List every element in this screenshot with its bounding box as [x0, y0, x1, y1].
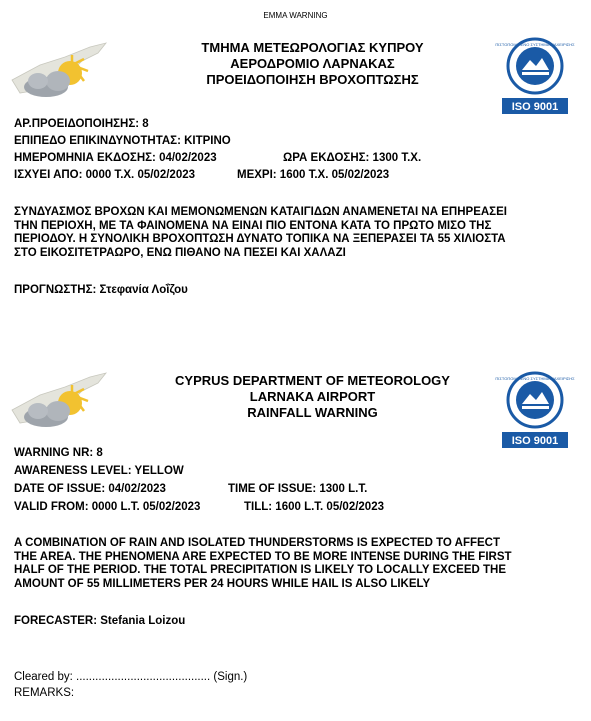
greek-message [14, 206, 584, 260]
greek-time-of-issue: ΩΡΑ ΕΚΔΟΣΗΣ: 1300 Τ.Χ. [283, 152, 422, 164]
greek-valid-till: ΜΕΧΡΙ: 1600 Τ.Χ. 05/02/2023 [237, 169, 390, 181]
iso-9001-badge-icon [495, 370, 575, 450]
english-forecaster [14, 615, 185, 627]
english-title-line-2: LARNAKA AIRPORT [249, 389, 376, 404]
greek-title-line-3: ΠΡΟΕΙΔΟΠΟΙΗΣΗ ΒΡΟΧΟΠΤΩΣΗΣ [206, 72, 419, 87]
english-message-line: AMOUNT OF 55 MILLIMETERS PER 24 HOURS WHILE HAIL IS ALSO LIKELY [14, 577, 431, 590]
english-time-of-issue: TIME OF ISSUE: 1300 L.T. [228, 483, 368, 495]
greek-message-line: ΣΥΝΔΥΑΣΜΟΣ ΒΡΟΧΩΝ ΚΑΙ ΜΕΜΟΝΩΜΕΝΩΝ ΚΑΤΑΙΓΙΔΩΝ ΑΝΑΜΕΝΕΤΑΙ ΝΑ ΕΠΗΡΕΑΣΕΙ [14, 206, 507, 218]
greek-forecaster [14, 284, 188, 296]
english-valid-till: TILL: 1600 L.T. 05/02/2023 [244, 501, 384, 513]
cleared-by-line: Cleared by: .......................................... (Sign.) [14, 671, 248, 683]
english-message-line: A COMBINATION OF RAIN AND ISOLATED THUNDERSTORMS IS EXPECTED TO AFFECT [14, 537, 500, 549]
weather-logo-icon [10, 35, 110, 110]
greek-valid-from: ΙΣΧΥΕΙ ΑΠΟ: 0000 Τ.Χ. 05/02/2023 [14, 169, 196, 181]
iso-seal-text: ΠΙΣΤΟΠΟΙΗΜΕΝΟ ΣΥΣΤΗΜΑ ΔΙΑΧΕΙΡΙΣΗΣ [495, 42, 575, 47]
greek-forecaster-label: ΠΡΟΓΝΩΣΤΗΣ: [14, 284, 97, 296]
iso-label: ISO 9001 [511, 435, 559, 447]
greek-message-line: ΣΤΟ ΕΙΚΟΣΙΤΕΤΡΑΩΡΟ, ΕΝΩ ΠΙΘΑΝΟ ΝΑ ΠΕΣΕΙ ΚΑΙ ΧΑΛΑΖΙ [14, 246, 346, 259]
greek-forecaster-name: Στεφανία Λοΐζου [99, 284, 188, 296]
english-title-line-1: CYPRUS DEPARTMENT OF METEOROLOGY [175, 373, 450, 388]
greek-message-line: ΤΗΝ ΠΕΡΙΟΧΗ, ΜΕ ΤΑ ΦΑΙΝΟΜΕΝΑ ΝΑ ΕΙΝΑΙ ΠΙΟ ΕΝΤΟΝΑ ΚΑΤΑ ΤΟ ΠΡΩΤΟ ΜΙΣΟ ΤΗΣ [14, 219, 492, 232]
english-header [140, 373, 485, 421]
iso-9001-badge-icon [495, 36, 575, 116]
english-message [14, 537, 584, 591]
english-awareness-level: AWARENESS LEVEL: YELLOW [14, 465, 184, 477]
english-warning-nr: WARNING NR: 8 [14, 447, 103, 459]
greek-title-line-2: ΑΕΡΟΔΡΟΜΙΟ ΛΑΡΝΑΚΑΣ [230, 56, 395, 71]
english-date-of-issue: DATE OF ISSUE: 04/02/2023 [14, 483, 166, 495]
english-message-line: HALF OF THE PERIOD. THE TOTAL PRECIPITATION IS LIKELY TO LOCALLY EXCEED THE [14, 564, 506, 576]
english-message-line: THE AREA. THE PHENOMENA ARE EXPECTED TO BE MORE INTENSE DURING THE FIRST [14, 550, 512, 563]
english-valid-from: VALID FROM: 0000 L.T. 05/02/2023 [14, 501, 201, 513]
iso-label: ISO 9001 [511, 101, 559, 113]
english-title-line-3: RAINFALL WARNING [247, 405, 378, 420]
iso-seal-text: ΠΙΣΤΟΠΟΙΗΜΕΝΟ ΣΥΣΤΗΜΑ ΔΙΑΧΕΙΡΙΣΗΣ [495, 376, 575, 381]
english-forecaster-name: Stefania Loizou [100, 615, 186, 627]
greek-warning-nr: ΑΡ.ΠΡΟΕΙΔΟΠΟΙΗΣΗΣ: 8 [14, 118, 149, 130]
greek-message-line: ΠΕΡΙΟΔΟΥ. Η ΣΥΝΟΛΙΚΗ ΒΡΟΧΟΠΤΩΣΗ ΔΥΝΑΤΟ ΤΟΠΙΚΑ ΝΑ ΞΕΠΕΡΑΣΕΙ ΤΑ 55 ΧΙΛΙΟΣΤΑ [14, 233, 506, 245]
greek-date-of-issue: ΗΜΕΡΟΜΗΝΙΑ ΕΚΔΟΣΗΣ: 04/02/2023 [14, 152, 217, 164]
remarks-label: REMARKS: [14, 687, 75, 699]
english-forecaster-label: FORECASTER: [14, 615, 98, 627]
greek-title-line-1: ΤΜΗΜΑ ΜΕΤΕΩΡΟΛΟΓΙΑΣ ΚΥΠΡΟΥ [201, 40, 424, 55]
weather-logo-icon [10, 365, 110, 440]
greek-awareness-level: ΕΠΙΠΕΔΟ ΕΠΙΚΙΝΔΥΝΟΤΗΤΑΣ: ΚΙΤΡΙΝΟ [14, 135, 231, 147]
greek-header [140, 40, 485, 88]
document-tag: EMMA WARNING [263, 11, 328, 20]
